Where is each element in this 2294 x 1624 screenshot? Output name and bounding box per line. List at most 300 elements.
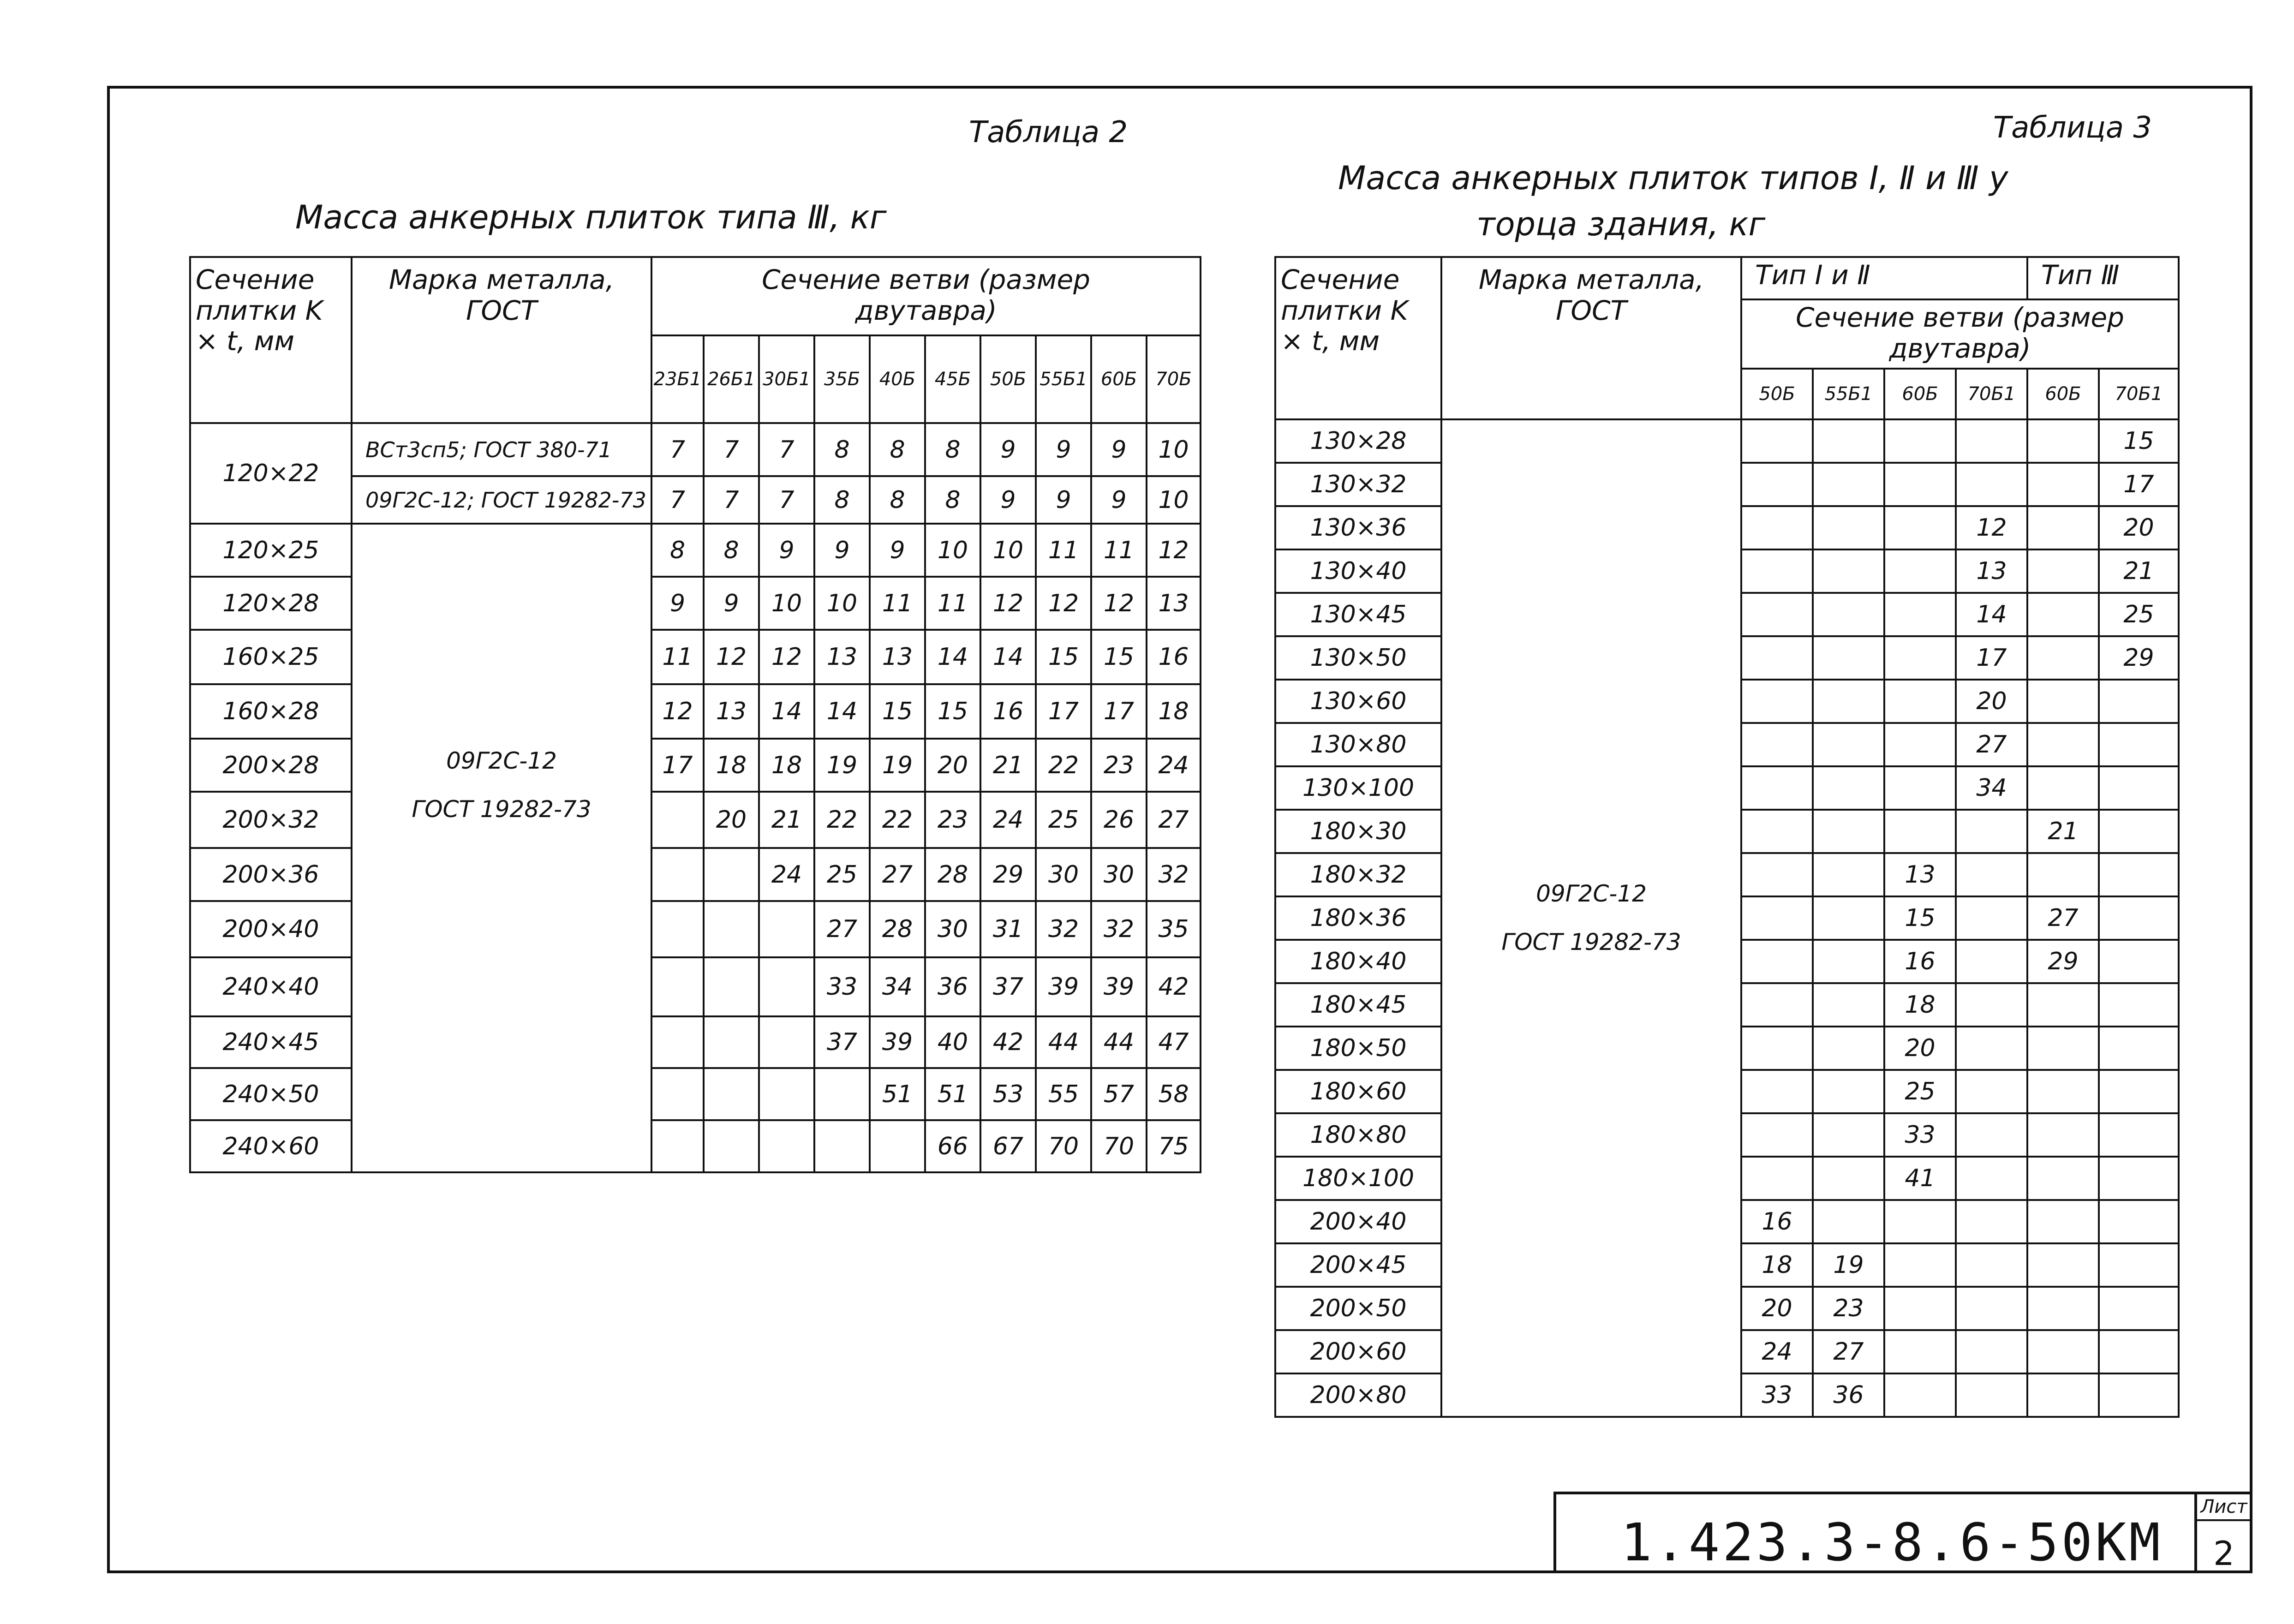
table3-value-cell <box>1813 1157 1884 1200</box>
table-row <box>190 1120 1201 1172</box>
table2-section-cell: 200×32 <box>190 792 352 848</box>
table-row <box>190 1068 1201 1120</box>
table2-value-cell: 8 <box>704 524 759 577</box>
table2-value-cell: 9 <box>1036 423 1091 476</box>
table3-value-cell: 17 <box>2099 463 2179 506</box>
table2-value-cell <box>651 1068 704 1120</box>
table3-value-cell <box>2027 680 2099 723</box>
table2-value-cell: 19 <box>814 739 870 792</box>
table2-value-cell: 21 <box>980 739 1036 792</box>
table2-value-cell: 17 <box>651 739 704 792</box>
table2-value-cell: 33 <box>814 957 870 1016</box>
table3-value-cell <box>1884 1373 1956 1417</box>
table2-value-cell: 10 <box>925 524 980 577</box>
table2-metal-cell: ВСт3сп5; ГОСТ 380-71 <box>352 423 651 476</box>
table2-branch-col-header: 55Б1 <box>1036 335 1091 423</box>
table2-value-cell: 17 <box>1091 684 1147 739</box>
table2-value-cell: 57 <box>1091 1068 1147 1120</box>
table3-value-cell: 15 <box>2099 419 2179 463</box>
table3-value-cell <box>1741 636 1813 680</box>
table3-section-cell: 180×100 <box>1275 1157 1441 1200</box>
table3-value-cell <box>1741 506 1813 549</box>
table2-value-cell <box>651 1016 704 1068</box>
table3-value-cell <box>2099 1330 2179 1373</box>
table3-metal-line2: ГОСТ 19282-73 <box>1501 929 1681 955</box>
table3-value-cell: 14 <box>1956 593 2027 636</box>
table3-section-cell: 180×50 <box>1275 1027 1441 1070</box>
table3-value-cell <box>2099 1373 2179 1417</box>
table3-value-cell <box>1741 940 1813 983</box>
table-row <box>190 901 1201 957</box>
sheet-label: Лист <box>2197 1496 2251 1521</box>
table2-value-cell: 18 <box>1147 684 1201 739</box>
table-row <box>190 848 1201 901</box>
table2-value-cell: 11 <box>651 630 704 684</box>
table3-section-cell: 130×36 <box>1275 506 1441 549</box>
table3-value-cell <box>1884 1287 1956 1330</box>
table2-value-cell: 30 <box>1091 848 1147 901</box>
table-row <box>1275 419 2179 463</box>
table3-section-cell: 200×45 <box>1275 1243 1441 1287</box>
table3-value-cell <box>1813 1113 1884 1157</box>
table3-value-cell <box>1813 1200 1884 1243</box>
table2 <box>189 256 1201 1173</box>
table3-section-cell: 200×80 <box>1275 1373 1441 1417</box>
table3-value-cell <box>1884 810 1956 853</box>
table2-value-cell: 19 <box>870 739 925 792</box>
table3-value-cell: 13 <box>1956 549 2027 593</box>
table2-value-cell: 8 <box>870 423 925 476</box>
table2-value-cell: 7 <box>651 423 704 476</box>
table3-value-cell <box>2099 1200 2179 1243</box>
table2-value-cell: 24 <box>759 848 814 901</box>
table3-value-cell <box>1956 1243 2027 1287</box>
table3-value-cell: 27 <box>1956 723 2027 766</box>
table2-value-cell <box>704 1016 759 1068</box>
table2-branch-col-header: 26Б1 <box>704 335 759 423</box>
table2-value-cell: 44 <box>1091 1016 1147 1068</box>
table3-value-cell: 20 <box>1741 1287 1813 1330</box>
table3-value-cell <box>2027 506 2099 549</box>
table2-value-cell: 20 <box>704 792 759 848</box>
table3-section-cell: 200×60 <box>1275 1330 1441 1373</box>
table2-branch-col-header: 35Б <box>814 335 870 423</box>
table2-section-cell: 120×25 <box>190 524 352 577</box>
table2-branch-col-header: 60Б <box>1091 335 1147 423</box>
table2-value-cell: 7 <box>704 423 759 476</box>
table2-value-cell: 12 <box>1091 577 1147 630</box>
table3-section-cell: 130×60 <box>1275 680 1441 723</box>
table2-value-cell: 27 <box>870 848 925 901</box>
table2-value-cell: 23 <box>925 792 980 848</box>
table3-value-cell: 16 <box>1741 1200 1813 1243</box>
table3-value-cell <box>2099 1027 2179 1070</box>
table3-value-cell <box>1956 1027 2027 1070</box>
table2-value-cell: 32 <box>1091 901 1147 957</box>
table2-value-cell: 15 <box>1036 630 1091 684</box>
table3-value-cell <box>1884 1243 1956 1287</box>
table2-value-cell: 15 <box>870 684 925 739</box>
table3-value-cell <box>2027 1113 2099 1157</box>
table2-value-cell: 8 <box>814 423 870 476</box>
table3-branch-col-header: 60Б <box>2027 369 2099 419</box>
table2-value-cell: 14 <box>814 684 870 739</box>
table2-value-cell: 7 <box>651 476 704 524</box>
table3-value-cell <box>2099 896 2179 940</box>
table2-value-cell: 53 <box>980 1068 1036 1120</box>
table2-section-cell: 200×28 <box>190 739 352 792</box>
table3-value-cell <box>1813 506 1884 549</box>
table2-value-cell: 12 <box>1036 577 1091 630</box>
table2-value-cell: 9 <box>704 577 759 630</box>
table2-header-section: Сечение плитки K × t, мм <box>190 257 352 423</box>
table3-metal-cell <box>1441 419 1741 1417</box>
table3-value-cell: 18 <box>1741 1243 1813 1287</box>
table3-section-cell: 130×45 <box>1275 593 1441 636</box>
table3-section-cell: 180×80 <box>1275 1113 1441 1157</box>
table2-value-cell: 8 <box>870 476 925 524</box>
table2-value-cell: 12 <box>1147 524 1201 577</box>
table2-value-cell: 17 <box>1036 684 1091 739</box>
table2-value-cell: 28 <box>925 848 980 901</box>
table3-value-cell: 12 <box>1956 506 2027 549</box>
table3-branch-col-header: 55Б1 <box>1813 369 1884 419</box>
table-row <box>190 423 1201 476</box>
table2-value-cell: 16 <box>980 684 1036 739</box>
table3-value-cell <box>2027 1330 2099 1373</box>
table2-value-cell: 24 <box>980 792 1036 848</box>
table3-value-cell <box>1813 810 1884 853</box>
table3-value-cell <box>2027 983 2099 1027</box>
table2-value-cell <box>759 1016 814 1068</box>
table2-section-cell: 160×25 <box>190 630 352 684</box>
table3-value-cell: 33 <box>1884 1113 1956 1157</box>
table3-value-cell <box>1813 463 1884 506</box>
table2-value-cell <box>759 1068 814 1120</box>
table2-value-cell: 10 <box>980 524 1036 577</box>
sheet-cell <box>2194 1494 2251 1573</box>
table-row <box>190 792 1201 848</box>
table2-value-cell: 12 <box>651 684 704 739</box>
table2-value-cell <box>759 901 814 957</box>
table2-value-cell: 7 <box>759 476 814 524</box>
table2-value-cell: 28 <box>870 901 925 957</box>
table-row <box>190 739 1201 792</box>
table3-header-branch: Сечение ветви (размер двутавра) <box>1741 299 2179 369</box>
table3-value-cell: 19 <box>1813 1243 1884 1287</box>
table3-section-cell: 130×40 <box>1275 549 1441 593</box>
table3-value-cell <box>2027 463 2099 506</box>
table3-value-cell <box>1813 549 1884 593</box>
table2-value-cell: 9 <box>651 577 704 630</box>
table2-value-cell: 9 <box>814 524 870 577</box>
table2-value-cell: 37 <box>980 957 1036 1016</box>
table3-branch-col-header: 50Б <box>1741 369 1813 419</box>
table2-value-cell: 25 <box>1036 792 1091 848</box>
table2-value-cell: 31 <box>980 901 1036 957</box>
table3-value-cell <box>1813 1070 1884 1113</box>
table3-value-cell: 27 <box>1813 1330 1884 1373</box>
table3-value-cell <box>1813 940 1884 983</box>
table3-value-cell <box>1741 1113 1813 1157</box>
table3-value-cell: 15 <box>1884 896 1956 940</box>
table3-value-cell <box>2099 1243 2179 1287</box>
table3-value-cell <box>1956 1200 2027 1243</box>
table3-value-cell <box>2027 549 2099 593</box>
table2-branch-col-header: 30Б1 <box>759 335 814 423</box>
table3-label: Таблица 3 <box>1993 111 2152 145</box>
table3-value-cell <box>2099 1287 2179 1330</box>
table3-value-cell <box>1741 463 1813 506</box>
table3-value-cell: 21 <box>2099 549 2179 593</box>
table3-value-cell <box>1813 853 1884 896</box>
sheet-number: 2 <box>2213 1534 2234 1573</box>
table3-section-cell: 180×36 <box>1275 896 1441 940</box>
table3-value-cell <box>2099 680 2179 723</box>
table3-value-cell: 29 <box>2099 636 2179 680</box>
table2-section-cell: 240×45 <box>190 1016 352 1068</box>
table2-value-cell: 37 <box>814 1016 870 1068</box>
table2-branch-col-header: 70Б <box>1147 335 1201 423</box>
table2-branch-col-header: 50Б <box>980 335 1036 423</box>
table2-value-cell <box>814 1120 870 1172</box>
table3-value-cell <box>1813 983 1884 1027</box>
table3-value-cell: 23 <box>1813 1287 1884 1330</box>
table3-value-cell <box>2027 1070 2099 1113</box>
table2-branch-col-header: 40Б <box>870 335 925 423</box>
table2-section-cell: 120×28 <box>190 577 352 630</box>
table3-value-cell <box>1741 853 1813 896</box>
table3-value-cell <box>1813 593 1884 636</box>
table2-value-cell: 14 <box>980 630 1036 684</box>
table2-value-cell <box>651 1120 704 1172</box>
table2-value-cell: 9 <box>759 524 814 577</box>
table2-value-cell: 42 <box>980 1016 1036 1068</box>
table2-value-cell <box>651 957 704 1016</box>
table3-value-cell <box>2099 810 2179 853</box>
table3-value-cell <box>1741 896 1813 940</box>
table2-value-cell: 12 <box>980 577 1036 630</box>
table3-section-cell: 180×40 <box>1275 940 1441 983</box>
table3-section-cell: 180×45 <box>1275 983 1441 1027</box>
table2-value-cell <box>870 1120 925 1172</box>
table2-metal-cell-common <box>352 524 651 1172</box>
table2-value-cell: 12 <box>759 630 814 684</box>
table3-value-cell <box>1884 593 1956 636</box>
table2-section-cell: 200×36 <box>190 848 352 901</box>
table2-value-cell: 14 <box>925 630 980 684</box>
table2-value-cell: 34 <box>870 957 925 1016</box>
table2-value-cell: 20 <box>925 739 980 792</box>
table3-value-cell: 17 <box>1956 636 2027 680</box>
table3-value-cell: 25 <box>1884 1070 1956 1113</box>
table2-value-cell: 12 <box>704 630 759 684</box>
table2-value-cell: 9 <box>1036 476 1091 524</box>
table3-value-cell <box>2027 853 2099 896</box>
table3-value-cell <box>1813 680 1884 723</box>
table2-value-cell: 26 <box>1091 792 1147 848</box>
table2-value-cell: 22 <box>814 792 870 848</box>
table2-branch-col-header: 23Б1 <box>651 335 704 423</box>
table3-value-cell <box>1813 636 1884 680</box>
table2-value-cell: 35 <box>1147 901 1201 957</box>
table3-value-cell <box>1956 940 2027 983</box>
table2-section-cell: 120×22 <box>190 423 352 524</box>
table3-value-cell <box>1956 1287 2027 1330</box>
table3-value-cell <box>2099 1113 2179 1157</box>
table3-header-section: Сечение плитки K × t, мм <box>1275 257 1441 419</box>
table3-value-cell <box>2027 1200 2099 1243</box>
table3-value-cell: 36 <box>1813 1373 1884 1417</box>
table3-value-cell <box>1741 766 1813 810</box>
table2-value-cell: 18 <box>759 739 814 792</box>
table3-value-cell <box>1813 1027 1884 1070</box>
table3-value-cell: 13 <box>1884 853 1956 896</box>
table2-metal-line1: 09Г2С-12 <box>446 747 557 774</box>
table3-header-type12: Тип Ⅰ и Ⅱ <box>1741 257 2027 299</box>
table3-value-cell <box>1956 1113 2027 1157</box>
table3-value-cell <box>1813 723 1884 766</box>
table2-value-cell: 13 <box>1147 577 1201 630</box>
table2-value-cell: 11 <box>1036 524 1091 577</box>
table3-value-cell <box>1741 983 1813 1027</box>
table2-value-cell: 39 <box>1091 957 1147 1016</box>
table2-value-cell: 70 <box>1091 1120 1147 1172</box>
table2-metal-cell: 09Г2С-12; ГОСТ 19282-73 <box>352 476 651 524</box>
table3-value-cell: 21 <box>2027 810 2099 853</box>
table2-title: Масса анкерных плиток типа Ⅲ, кг <box>295 198 887 236</box>
table2-value-cell: 75 <box>1147 1120 1201 1172</box>
table2-value-cell: 13 <box>704 684 759 739</box>
table3-value-cell <box>1813 766 1884 810</box>
table3-value-cell: 20 <box>1956 680 2027 723</box>
table2-value-cell <box>704 1120 759 1172</box>
table2-value-cell <box>704 848 759 901</box>
table3-section-cell: 200×40 <box>1275 1200 1441 1243</box>
table2-value-cell: 30 <box>925 901 980 957</box>
table2-value-cell: 39 <box>1036 957 1091 1016</box>
table2-value-cell: 9 <box>870 524 925 577</box>
title-block <box>1553 1492 2251 1573</box>
table2-value-cell: 22 <box>870 792 925 848</box>
table2-value-cell <box>651 901 704 957</box>
table2-value-cell: 8 <box>651 524 704 577</box>
table2-value-cell: 9 <box>980 476 1036 524</box>
table-row <box>190 684 1201 739</box>
table2-value-cell: 8 <box>814 476 870 524</box>
table2-section-cell: 240×50 <box>190 1068 352 1120</box>
table2-section-cell: 240×40 <box>190 957 352 1016</box>
table2-value-cell <box>651 848 704 901</box>
table3-value-cell <box>2099 1157 2179 1200</box>
table3-value-cell <box>1884 680 1956 723</box>
table3-value-cell <box>1813 896 1884 940</box>
table3-value-cell <box>1741 1027 1813 1070</box>
table3 <box>1274 256 2180 1418</box>
table3-value-cell <box>1741 723 1813 766</box>
table3-value-cell <box>1884 723 1956 766</box>
table2-value-cell: 51 <box>870 1068 925 1120</box>
table3-value-cell: 34 <box>1956 766 2027 810</box>
table2-value-cell: 25 <box>814 848 870 901</box>
table2-metal-line2: ГОСТ 19282-73 <box>412 796 591 823</box>
table3-value-cell <box>1813 419 1884 463</box>
table3-header-metal: Марка металла, ГОСТ <box>1441 257 1741 419</box>
table3-value-cell <box>1884 419 1956 463</box>
table2-section-cell: 160×28 <box>190 684 352 739</box>
table2-value-cell: 36 <box>925 957 980 1016</box>
table3-value-cell <box>1741 593 1813 636</box>
table2-value-cell: 15 <box>925 684 980 739</box>
table3-title-line1: Масса анкерных плиток типов Ⅰ, Ⅱ и Ⅲ у <box>1338 159 2008 197</box>
table2-value-cell: 8 <box>925 476 980 524</box>
table2-value-cell: 9 <box>1091 423 1147 476</box>
table2-section-cell: 240×60 <box>190 1120 352 1172</box>
table2-value-cell: 18 <box>704 739 759 792</box>
table3-value-cell <box>1956 1373 2027 1417</box>
table2-value-cell: 9 <box>980 423 1036 476</box>
table2-value-cell: 10 <box>1147 423 1201 476</box>
table3-value-cell <box>2027 1157 2099 1200</box>
table2-value-cell: 66 <box>925 1120 980 1172</box>
table3-section-cell: 180×60 <box>1275 1070 1441 1113</box>
table3-value-cell <box>1741 810 1813 853</box>
table2-label: Таблица 2 <box>969 115 1128 149</box>
table-row <box>190 630 1201 684</box>
table2-value-cell: 47 <box>1147 1016 1201 1068</box>
table3-value-cell: 20 <box>2099 506 2179 549</box>
table-row <box>190 957 1201 1016</box>
table2-value-cell: 70 <box>1036 1120 1091 1172</box>
table3-value-cell <box>1956 810 2027 853</box>
table3-value-cell <box>2027 419 2099 463</box>
table3-title-line2: торца здания, кг <box>1476 205 1766 243</box>
table2-value-cell <box>651 792 704 848</box>
table3-value-cell <box>1741 1157 1813 1200</box>
table2-value-cell: 16 <box>1147 630 1201 684</box>
table3-value-cell <box>1884 636 1956 680</box>
table2-value-cell <box>759 1120 814 1172</box>
table3-value-cell <box>2027 1027 2099 1070</box>
table3-value-cell: 33 <box>1741 1373 1813 1417</box>
table2-value-cell: 39 <box>870 1016 925 1068</box>
table2-branch-col-header: 45Б <box>925 335 980 423</box>
table3-branch-col-header: 70Б1 <box>2099 369 2179 419</box>
table3-section-cell: 180×32 <box>1275 853 1441 896</box>
table2-value-cell: 7 <box>704 476 759 524</box>
table2-value-cell: 67 <box>980 1120 1036 1172</box>
table2-value-cell: 7 <box>759 423 814 476</box>
table2-value-cell: 11 <box>870 577 925 630</box>
table2-section-cell: 200×40 <box>190 901 352 957</box>
table3-section-cell: 130×50 <box>1275 636 1441 680</box>
table3-value-cell: 18 <box>1884 983 1956 1027</box>
table2-value-cell <box>759 957 814 1016</box>
table3-value-cell <box>1884 766 1956 810</box>
table3-value-cell: 16 <box>1884 940 1956 983</box>
table3-section-cell: 130×80 <box>1275 723 1441 766</box>
table2-value-cell <box>704 901 759 957</box>
table2-value-cell: 10 <box>1147 476 1201 524</box>
table2-value-cell: 13 <box>870 630 925 684</box>
table3-value-cell <box>1956 419 2027 463</box>
table2-value-cell: 55 <box>1036 1068 1091 1120</box>
table2-value-cell: 51 <box>925 1068 980 1120</box>
table3-section-cell: 180×30 <box>1275 810 1441 853</box>
table3-header-type3: Тип Ⅲ <box>2027 257 2179 299</box>
table2-value-cell: 10 <box>759 577 814 630</box>
table3-value-cell <box>1956 1157 2027 1200</box>
